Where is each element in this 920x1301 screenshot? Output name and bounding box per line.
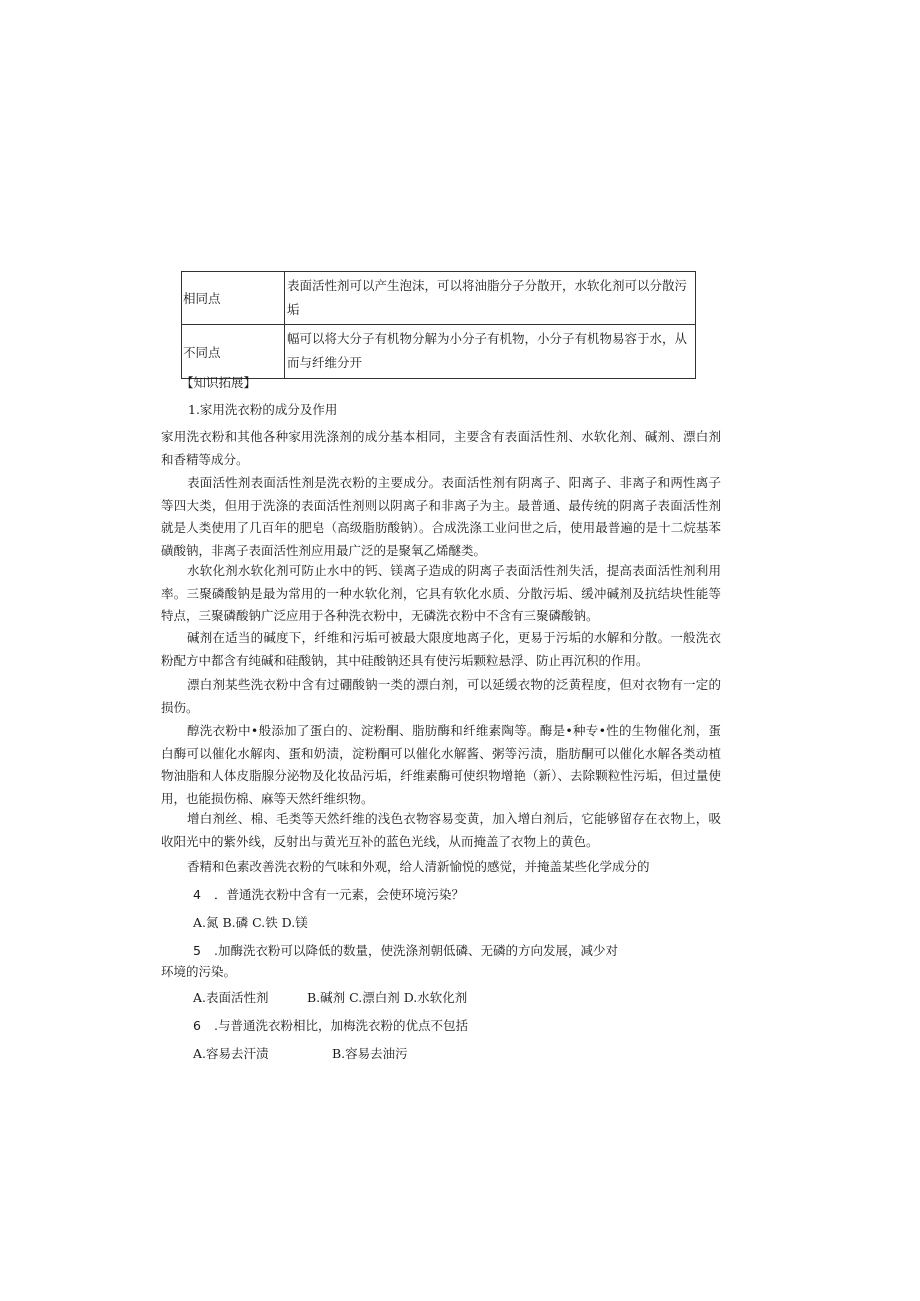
question-options: A.氮 B.磷 C.铁 D.镁 — [193, 915, 308, 930]
comparison-table — [181, 271, 696, 379]
question-option-b: B.容易去油污 — [332, 1046, 408, 1061]
question-option-a: A.表面活性剂 — [193, 990, 269, 1005]
paragraph: 增白剂丝、棉、毛类等天然纤维的浅色衣物容易变黄，加入增白剂后，它能够留存在衣物上，吸收阳光中的紫外线，反射出与黄光互补的蓝色光线，从而掩盖了衣物上的黄色。 — [161, 811, 721, 849]
section-heading: 【知识拓展】 — [181, 375, 257, 390]
paragraph: 醇洗衣粉中•般添加了蛋白的、淀粉酮、脂肪酶和纤维素陶等。酶是•种专•性的生物催化剂，蛋白酶可以催化水解肉、蛋和奶渍，淀粉酮可以催化水解酱、粥等污渍，脂肪酮可以催化水解各类动植物油脂和人体皮脂腺分泌物及化妆品污垢，纤维素酶可使织物增艳（新）、去除颗粒性污垢，但过量使用，也能损伤棉、麻等天然纤维织物。 — [161, 723, 721, 806]
question-number: 6 — [193, 1018, 201, 1033]
question-options-rest: B.碱剂 C.漂白剂 D.水软化剂 — [307, 990, 468, 1005]
row-label: 不同点 — [182, 325, 285, 379]
question-number: 5 — [193, 943, 201, 958]
paragraph: 香精和色素改善洗衣粉的气味和外观，给人清新愉悦的感觉，并掩盖某些化学成分的 — [187, 859, 650, 874]
paragraph: 碱剂在适当的碱度下，纤维和污垢可被最大限度地离子化，更易于污垢的水解和分散。一般洗衣粉配方中都含有纯碱和硅酸钠，其中硅酸钠还具有使污垢颗粒悬浮、防止再沉积的作用。 — [161, 630, 721, 668]
table-row — [182, 325, 696, 379]
question-text: .加酶洗衣粉可以降低的数量，使洗涤剂朝低磷、无磷的方向发展，减少对 — [214, 943, 618, 958]
row-label: 相同点 — [182, 272, 285, 325]
paragraph: 表面活性剂表面活性剂是洗衣粉的主要成分。表面活性剂有阴离子、阳离子、非离子和两性离子等四大类，但用于洗涤的表面活性剂则以阴离子和非离子为主。最普通、最传统的阴离子表面活性剂就是人类使用了几百年的肥皂（高级脂肪酸钠）。合成洗涤工业问世之后，使用最普遍的是十二烷基苯磺酸钠，非离子表面活性剂应用最广泛的是聚氧乙烯醚类。 — [161, 475, 721, 558]
question-text: ．普通洗衣粉中含有一元素，会使环境污染？ — [214, 887, 465, 902]
question-text-continued: 环境的污染。 — [161, 964, 237, 979]
question-text: .与普通洗衣粉相比，加梅洗衣粉的优点不包括 — [214, 1018, 468, 1033]
paragraph: 家用洗衣粉和其他各种家用洗涤剂的成分基本相同，主要含有表面活性剂、水软化剂、碱剂、漂白剂和香精等成分。 — [161, 429, 721, 467]
row-text: 表面活性剂可以产生泡沫，可以将油脂分子分散开，水软化剂可以分散污垢 — [285, 272, 696, 325]
table-row — [182, 272, 696, 325]
question-number: 4 — [193, 887, 201, 902]
subheading: 1.家用洗衣粉的成分及作用 — [188, 402, 338, 417]
paragraph: 漂白剂某些洗衣粉中含有过硼酸钠一类的漂白剂，可以延缓衣物的泛黄程度，但对衣物有一定的损伤。 — [161, 677, 721, 715]
paragraph: 水软化剂水软化剂可防止水中的钙、镁离子造成的阴离子表面活性剂失活，提高表面活性剂利用率。三聚磷酸钠是最为常用的一种水软化剂，它具有软化水质、分散污垢、缓冲碱剂及抗结块性能等特点，三聚磷酸钠广泛应用于各种洗衣粉中，无磷洗衣粉中不含有三聚磷酸钠。 — [161, 563, 721, 623]
row-text: 幅可以将大分子有机物分解为小分子有机物，小分子有机物易容于水，从而与纤维分开 — [285, 325, 696, 379]
question-option-a: A.容易去汗渍 — [193, 1046, 269, 1061]
